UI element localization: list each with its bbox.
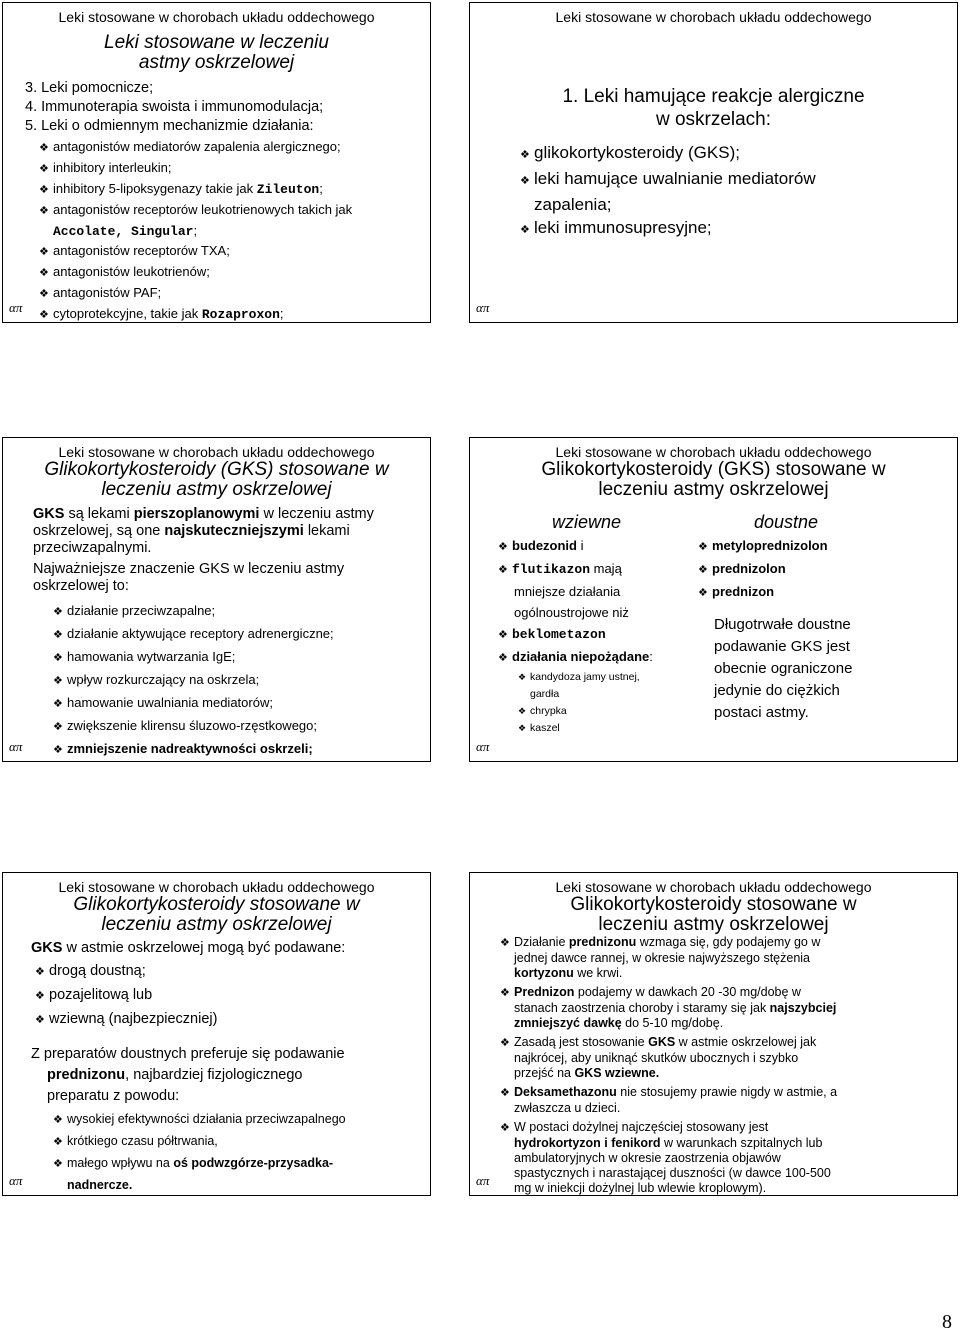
list-item: ❖ działania niepożądane: — [498, 646, 698, 669]
slide-body: 3. Leki pomocnicze; 4. Immunoterapia swoista i immunomodulacja; 5. Leki o odmiennym mechanizmie działania: ❖ antagonistów mediatorów zapalenia alergicznego; ❖ inhibitory interleukin; ❖ inhibitory 5-lipoksygenazy takie jak Zileuton; ❖ antagonistów receptorów leukotrienowych takich jak Accolate, Singular; ❖ antagonistów receptorów TXA; ❖ antagonistów leukotrienów; ❖ antagonistów PAF; ❖ cytoprotekcyjne, takie jak Rozaproxon; — [25, 79, 352, 325]
list-item: ❖ Działanie prednizonu wzmaga się, gdy podajemy go w jednej dawce rannej, w okresie najwyższego stężenia kortyzonu we krwi. — [500, 935, 837, 981]
list-item: ❖ leki hamujące uwalnianie mediatorów — [520, 167, 816, 193]
list-item: ❖ zwiększenie klirensu śluzowo-rzęstkowego; — [53, 715, 374, 738]
slide-title: Leki stosowane w leczeniu astmy oskrzelowej — [104, 32, 329, 73]
list-item: ❖ hamowanie uwalniania mediatorów; — [53, 692, 374, 715]
slide-title: Glikokortykosteroidy (GKS) stosowane w leczeniu astmy oskrzelowej — [541, 459, 886, 500]
slide-1 — [2, 2, 431, 323]
list-item: ❖ hamowania wytwarzania IgE; — [53, 646, 374, 669]
list-item: ❖ małego wpływu na oś podwzgórze-przysadka- — [53, 1153, 346, 1175]
slide-title: Glikokortykosteroidy (GKS) stosowane w leczeniu astmy oskrzelowej — [44, 459, 389, 500]
list-item: ❖ zmniejszenie nadreaktywności oskrzeli; — [53, 738, 374, 761]
slide-header: Leki stosowane w chorobach układu oddechowego — [555, 444, 872, 460]
column-heading: doustne — [754, 512, 819, 532]
list-item: ❖ działanie przeciwzapalne; — [53, 600, 374, 623]
list-item: ❖ kaszel — [518, 720, 698, 737]
list-item: ❖ leki immunosupresyjne; — [520, 216, 816, 242]
slide-3 — [2, 437, 431, 762]
list-item: ❖ glikokortykosteroidy (GKS); — [520, 141, 816, 167]
list-item: ❖ antagonistów receptorów leukotrienowych takich jak — [39, 200, 352, 221]
list-item: ❖ metyloprednizolon — [698, 535, 948, 558]
column-inhaled: wziewne ❖ budezonid i ❖ flutikazon mają mniejsze działania ogólnoustrojowe niż ❖ beklometazon ❖ działania niepożądane: ❖ kandydoza jamy ustnej, gardła ❖ chrypka ❖ kaszel — [498, 512, 698, 737]
slide-2 — [469, 2, 958, 323]
slide-header: Leki stosowane w chorobach układu oddechowego — [555, 879, 872, 895]
list-item: ❖ prednizolon — [698, 558, 948, 581]
slide-5 — [2, 872, 431, 1196]
slide-title: Glikokortykosteroidy stosowane w leczeniu astmy oskrzelowej — [570, 894, 857, 935]
list-item: ❖ kandydoza jamy ustnej, — [518, 669, 698, 686]
slide-title: 1. Leki hamujące reakcje alergiczne w oskrzelach: — [562, 86, 865, 130]
list-item: ❖ antagonistów receptorów TXA; — [39, 241, 352, 262]
column-heading: wziewne — [552, 512, 622, 532]
logo: απ — [9, 300, 23, 315]
slide-body: ❖ glikokortykosteroidy (GKS); ❖ leki hamujące uwalnianie mediatorów zapalenia; ❖ leki immunosupresyjne; — [520, 141, 816, 242]
list-item: ❖ budezonid i — [498, 535, 698, 558]
column-oral: doustne ❖ metyloprednizolon ❖ prednizolon ❖ prednizon Długotrwałe doustne podawanie GKS jest obecnie ograniczone jedynie do ciężkich postaci astmy. — [698, 512, 948, 724]
list-item: ❖ antagonistów PAF; — [39, 283, 352, 304]
list-item: ❖ chrypka — [518, 703, 698, 720]
slide-4 — [469, 437, 958, 762]
list-item: ❖ Zasadą jest stosowanie GKS w astmie oskrzelowej jak najkrócej, aby uniknąć skutków ubocznych i szybko przejść na GKS wziewne. — [500, 1035, 837, 1081]
logo: απ — [9, 739, 23, 754]
list-item: ❖ krótkiego czasu półtrwania, — [53, 1131, 346, 1153]
slide-6 — [469, 872, 958, 1196]
list-item: ❖ prednizon — [698, 581, 948, 604]
list-item: ❖ inhibitory 5-lipoksygenazy takie jak Zileuton; — [39, 179, 352, 200]
slide-body: GKS w astmie oskrzelowej mogą być podawane: ❖ drogą doustną; ❖ pozajelitową lub ❖ wziewną (najbezpieczniej) Z preparatów doustnych preferuje się podawanie prednizonu, najbardziej fizjologicznego preparatu z powodu: ❖ wysokiej efektywności działania przeciwzapalnego ❖ krótkiego czasu półtrwania, ❖ małego wpływu na oś podwzgórze-przysadka- nadnercze. — [31, 937, 346, 1196]
logo: απ — [476, 1173, 490, 1188]
list-item: ❖ Deksamethazonu nie stosujemy prawie nigdy w astmie, a zwłaszcza u dzieci. — [500, 1085, 837, 1116]
list-item: ❖ antagonistów leukotrienów; — [39, 262, 352, 283]
slide-header: Leki stosowane w chorobach układu oddechowego — [58, 9, 375, 25]
list-item: ❖ wpływ rozkurczający na oskrzela; — [53, 669, 374, 692]
slide-body: GKS są lekami pierszoplanowymi w leczeniu astmy oskrzelowej, są one najskuteczniejszymi lekami przeciwzapalnymi. Najważniejsze znaczenie GKS w leczeniu astmy oskrzelowej to: ❖ działanie przeciwzapalne; ❖ działanie aktywujące receptory adrenergiczne; ❖ hamowania wytwarzania IgE; ❖ wpływ rozkurczający na oskrzela; ❖ hamowanie uwalniania mediatorów; ❖ zwiększenie klirensu śluzowo-rzęstkowego; ❖ zmniejszenie nadreaktywności oskrzeli; — [33, 506, 374, 761]
list-item: ❖ Prednizon podajemy w dawkach 20 -30 mg/dobę w stanach zaostrzenia choroby i staramy się jak najszybciej zmniejszyć dawkę do 5-10 mg/dobę. — [500, 985, 837, 1031]
slide-header: Leki stosowane w chorobach układu oddechowego — [58, 879, 375, 895]
slide-title: Glikokortykosteroidy stosowane w leczeniu astmy oskrzelowej — [73, 894, 360, 935]
logo: απ — [476, 300, 490, 315]
slide-body — [500, 935, 837, 1196]
logo: απ — [9, 1173, 23, 1188]
logo: απ — [476, 739, 490, 754]
list-item: ❖ inhibitory interleukin; — [39, 158, 352, 179]
slide-header: Leki stosowane w chorobach układu oddechowego — [58, 444, 375, 460]
list-item: ❖ wysokiej efektywności działania przeciwzapalnego — [53, 1109, 346, 1131]
list-item: ❖ flutikazon mają — [498, 558, 698, 581]
page-number: 8 — [942, 1311, 952, 1333]
slide-header: Leki stosowane w chorobach układu oddechowego — [555, 9, 872, 25]
list-item: ❖ cytoprotekcyjne, takie jak Rozaproxon; — [39, 304, 352, 325]
list-item: ❖ drogą doustną; — [35, 960, 346, 984]
list-item: ❖ wziewną (najbezpieczniej) — [35, 1008, 346, 1032]
list-item: ❖ W postaci dożylnej najczęściej stosowany jest hydrokortyzon i fenikord w warunkach szpitalnych lub ambulatoryjnych w okresie zaostrzenia objawów spastycznych i narastającej duszności (w dawce 100-500 mg w iniekcji dożylnej lub wlewie kroplowym). — [500, 1120, 837, 1196]
list-item: ❖ działanie aktywujące receptory adrenergiczne; — [53, 623, 374, 646]
list-item: ❖ beklometazon — [498, 623, 698, 646]
list-item: ❖ pozajelitową lub — [35, 984, 346, 1008]
list-item: ❖ antagonistów mediatorów zapalenia alergicznego; — [39, 137, 352, 158]
